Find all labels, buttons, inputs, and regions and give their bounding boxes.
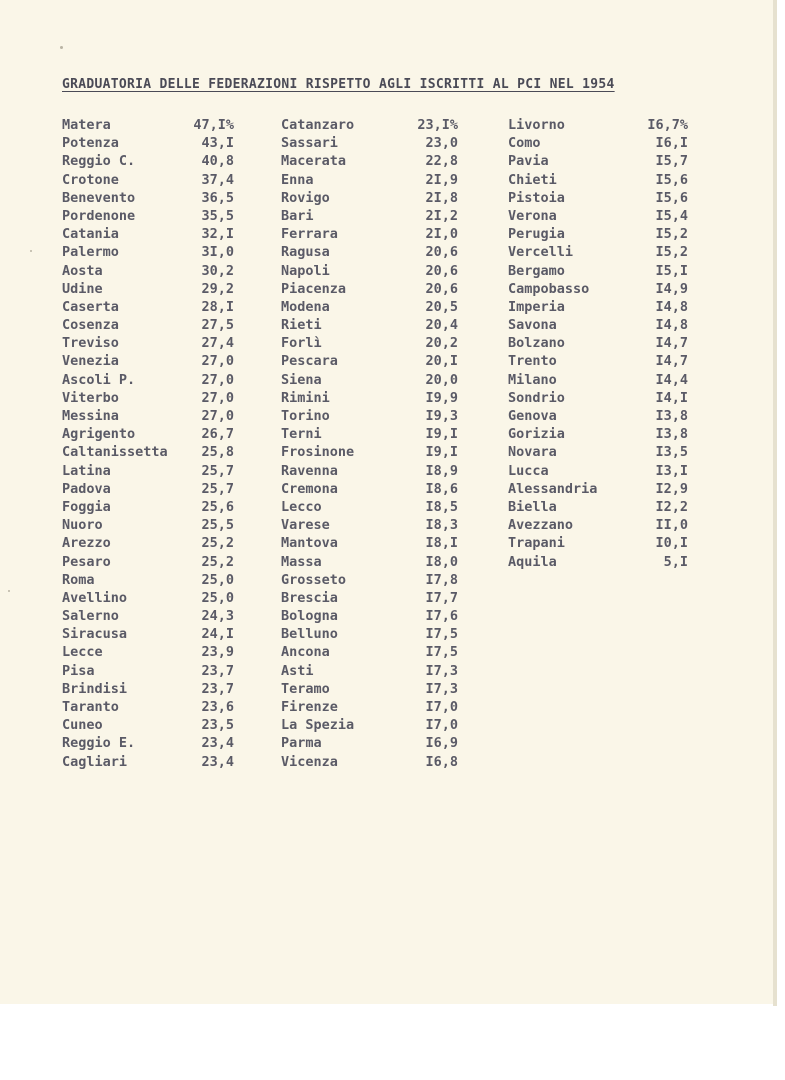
federation-row	[62, 371, 234, 389]
federation-percentage: I7,5	[425, 626, 458, 643]
federation-row	[281, 553, 458, 571]
federation-name: Imperia	[508, 298, 565, 315]
federation-row	[281, 116, 458, 134]
federation-name: Chieti	[508, 171, 557, 188]
federation-row	[281, 389, 458, 407]
federation-row	[508, 298, 688, 316]
federation-row	[281, 625, 458, 643]
federation-percentage: I7,3	[425, 662, 458, 679]
federation-percentage: 30,2	[201, 262, 234, 279]
federation-row	[508, 334, 688, 352]
federation-percentage: I6,7%	[647, 117, 688, 133]
federation-percentage: I7,5	[425, 644, 458, 661]
federation-name: La Spezia	[281, 717, 355, 734]
federation-row	[62, 262, 234, 280]
ranking-column-2	[281, 116, 458, 771]
federation-name: Palermo	[62, 244, 119, 261]
federation-row	[62, 152, 234, 170]
federation-percentage: I4,I	[655, 389, 688, 406]
federation-row	[62, 480, 234, 498]
federation-row	[62, 516, 234, 534]
federation-percentage: I3,5	[655, 444, 688, 461]
federation-name: Avellino	[62, 589, 128, 606]
federation-name: Caltanissetta	[62, 444, 168, 461]
federation-row	[281, 189, 458, 207]
federation-name: Rimini	[281, 389, 330, 406]
federation-percentage: I9,3	[425, 408, 458, 424]
federation-row	[281, 425, 458, 443]
federation-row	[508, 171, 688, 189]
federation-row	[62, 316, 234, 334]
federation-percentage: 20,0	[425, 371, 458, 388]
federation-percentage: 23,7	[201, 662, 234, 679]
document-title: GRADUATORIA DELLE FEDERAZIONI RISPETTO AGLI ISCRITTI AL PCI NEL 1954	[62, 77, 615, 92]
federation-row	[281, 407, 458, 425]
federation-row	[62, 753, 234, 771]
federation-percentage: 26,7	[201, 426, 234, 443]
federation-row	[508, 534, 688, 552]
federation-percentage: I7,0	[425, 717, 458, 734]
federation-name: Brescia	[281, 589, 338, 606]
federation-name: Modena	[281, 298, 330, 315]
federation-percentage: I4,7	[655, 335, 688, 352]
federation-row	[508, 116, 688, 134]
federation-row	[62, 389, 234, 407]
federation-percentage: 23,5	[201, 717, 234, 734]
federation-name: Sondrio	[508, 389, 565, 406]
ranking-column-1	[62, 116, 234, 771]
federation-name: Napoli	[281, 262, 330, 279]
federation-name: Pesaro	[62, 553, 111, 570]
federation-row	[281, 352, 458, 370]
federation-name: Venezia	[62, 353, 119, 370]
federation-percentage: I0,I	[655, 535, 688, 552]
federation-percentage: 23,7	[201, 680, 234, 697]
federation-name: Reggio C.	[62, 153, 136, 170]
federation-name: Bergamo	[508, 262, 565, 279]
federation-name: Savona	[508, 317, 557, 334]
ranking-column-3	[508, 116, 688, 571]
federation-row	[281, 316, 458, 334]
federation-row	[508, 462, 688, 480]
federation-row	[508, 134, 688, 152]
federation-name: Vercelli	[508, 244, 574, 261]
federation-name: Milano	[508, 371, 557, 388]
federation-row	[281, 589, 458, 607]
federation-row	[281, 643, 458, 661]
federation-name: Ascoli P.	[62, 371, 136, 388]
federation-percentage: I4,4	[655, 371, 688, 388]
federation-row	[508, 352, 688, 370]
federation-row	[508, 371, 688, 389]
federation-row	[281, 134, 458, 152]
federation-row	[508, 425, 688, 443]
federation-row	[62, 171, 234, 189]
federation-percentage: 27,5	[201, 317, 234, 334]
federation-percentage: 20,5	[425, 298, 458, 315]
federation-name: Livorno	[508, 117, 565, 133]
federation-name: Nuoro	[62, 517, 103, 534]
federation-row	[281, 225, 458, 243]
federation-percentage: I7,0	[425, 699, 458, 715]
federation-row	[508, 280, 688, 298]
federation-percentage: 22,8	[425, 153, 458, 170]
federation-percentage: I5,2	[655, 244, 688, 261]
federation-row	[62, 662, 234, 680]
federation-name: Cagliari	[62, 753, 128, 770]
federation-name: Siena	[281, 371, 322, 388]
federation-row	[281, 498, 458, 516]
federation-row	[62, 334, 234, 352]
federation-percentage: I7,6	[425, 608, 458, 625]
federation-percentage: 24,3	[201, 608, 234, 625]
federation-percentage: I5,6	[655, 189, 688, 206]
federation-percentage: I5,4	[655, 207, 688, 224]
federation-percentage: 20,2	[425, 335, 458, 352]
federation-percentage: 23,4	[201, 753, 234, 770]
federation-row	[281, 462, 458, 480]
federation-row	[62, 298, 234, 316]
federation-name: Bolzano	[508, 335, 565, 352]
federation-row	[62, 189, 234, 207]
federation-percentage: 47,I%	[193, 117, 234, 133]
federation-name: Avezzano	[508, 517, 574, 534]
federation-percentage: 27,0	[201, 389, 234, 406]
federation-percentage: 25,2	[201, 553, 234, 570]
federation-name: Parma	[281, 735, 322, 752]
federation-percentage: 20,4	[425, 317, 458, 334]
federation-percentage: 2I,8	[425, 189, 458, 206]
federation-row	[62, 352, 234, 370]
federation-percentage: I3,8	[655, 408, 688, 424]
federation-name: Ancona	[281, 644, 330, 661]
federation-percentage: 40,8	[201, 153, 234, 170]
federation-name: Como	[508, 135, 541, 152]
federation-name: Ragusa	[281, 244, 330, 261]
federation-name: Varese	[281, 517, 330, 534]
federation-name: Verona	[508, 207, 557, 224]
federation-row	[281, 171, 458, 189]
paper-speck	[8, 590, 10, 592]
federation-name: Novara	[508, 444, 557, 461]
federation-name: Terni	[281, 426, 322, 443]
federation-name: Pistoia	[508, 189, 565, 206]
federation-row	[508, 316, 688, 334]
federation-row	[62, 425, 234, 443]
federation-percentage: 37,4	[201, 171, 234, 188]
federation-row	[508, 407, 688, 425]
federation-row	[508, 243, 688, 261]
federation-row	[281, 607, 458, 625]
federation-row	[62, 698, 234, 716]
federation-percentage: I6,9	[425, 735, 458, 752]
federation-name: Latina	[62, 462, 111, 479]
federation-name: Alessandria	[508, 480, 598, 497]
federation-percentage: 25,8	[201, 444, 234, 461]
federation-row	[281, 443, 458, 461]
federation-percentage: I4,9	[655, 280, 688, 297]
federation-percentage: I6,8	[425, 753, 458, 770]
federation-name: Ferrara	[281, 226, 338, 243]
federation-name: Taranto	[62, 699, 119, 715]
federation-name: Aquila	[508, 553, 557, 570]
federation-name: Forlì	[281, 335, 322, 352]
federation-name: Benevento	[62, 189, 136, 206]
federation-row	[62, 716, 234, 734]
federation-percentage: 25,0	[201, 589, 234, 606]
paper-speck	[60, 46, 63, 49]
federation-percentage: 43,I	[201, 135, 234, 152]
federation-percentage: I6,I	[655, 135, 688, 152]
federation-percentage: I5,7	[655, 153, 688, 170]
paper-speck	[30, 250, 32, 252]
federation-name: Arezzo	[62, 535, 111, 552]
federation-row	[508, 443, 688, 461]
federation-row	[62, 280, 234, 298]
federation-row	[281, 516, 458, 534]
federation-name: Massa	[281, 553, 322, 570]
paper-edge	[773, 0, 777, 1006]
federation-row	[62, 607, 234, 625]
federation-row	[508, 262, 688, 280]
federation-name: Messina	[62, 408, 119, 424]
federation-name: Siracusa	[62, 626, 128, 643]
federation-row	[281, 716, 458, 734]
federation-row	[62, 553, 234, 571]
federation-percentage: I5,I	[655, 262, 688, 279]
federation-name: Pavia	[508, 153, 549, 170]
federation-name: Reggio E.	[62, 735, 136, 752]
federation-percentage: 2I,0	[425, 226, 458, 243]
federation-percentage: I8,3	[425, 517, 458, 534]
federation-name: Vicenza	[281, 753, 338, 770]
federation-name: Torino	[281, 408, 330, 424]
federation-percentage: 23,I%	[417, 117, 458, 133]
federation-row	[281, 371, 458, 389]
federation-name: Frosinone	[281, 444, 355, 461]
federation-percentage: 27,0	[201, 408, 234, 424]
federation-percentage: I4,8	[655, 298, 688, 315]
federation-name: Mantova	[281, 535, 338, 552]
federation-name: Lucca	[508, 462, 549, 479]
federation-percentage: II,0	[655, 517, 688, 534]
federation-row	[62, 134, 234, 152]
federation-name: Genova	[508, 408, 557, 424]
federation-percentage: 3I,0	[201, 244, 234, 261]
federation-percentage: I3,8	[655, 426, 688, 443]
federation-name: Sassari	[281, 135, 338, 152]
federation-row	[508, 553, 688, 571]
federation-row	[62, 207, 234, 225]
federation-row	[281, 298, 458, 316]
federation-name: Roma	[62, 571, 95, 588]
federation-row	[62, 462, 234, 480]
federation-row	[62, 680, 234, 698]
federation-name: Pescara	[281, 353, 338, 370]
federation-name: Lecco	[281, 498, 322, 515]
federation-name: Cuneo	[62, 717, 103, 734]
federation-name: Bologna	[281, 608, 338, 625]
federation-percentage: I7,3	[425, 680, 458, 697]
federation-percentage: I9,I	[425, 426, 458, 443]
federation-percentage: 35,5	[201, 207, 234, 224]
federation-row	[508, 207, 688, 225]
federation-percentage: 27,0	[201, 353, 234, 370]
federation-name: Padova	[62, 480, 111, 497]
federation-name: Lecce	[62, 644, 103, 661]
federation-name: Catania	[62, 226, 119, 243]
federation-name: Firenze	[281, 699, 338, 715]
federation-name: Treviso	[62, 335, 119, 352]
federation-row	[508, 389, 688, 407]
federation-name: Asti	[281, 662, 314, 679]
federation-percentage: 23,0	[425, 135, 458, 152]
federation-percentage: 20,6	[425, 244, 458, 261]
federation-percentage: I8,I	[425, 535, 458, 552]
federation-percentage: I9,9	[425, 389, 458, 406]
federation-row	[281, 152, 458, 170]
federation-name: Udine	[62, 280, 103, 297]
federation-percentage: 20,6	[425, 262, 458, 279]
federation-row	[508, 189, 688, 207]
federation-percentage: 24,I	[201, 626, 234, 643]
federation-row	[508, 480, 688, 498]
federation-row	[62, 643, 234, 661]
federation-row	[281, 534, 458, 552]
federation-row	[508, 516, 688, 534]
federation-percentage: I2,9	[655, 480, 688, 497]
federation-row	[62, 571, 234, 589]
federation-percentage: I8,5	[425, 498, 458, 515]
federation-row	[62, 625, 234, 643]
federation-percentage: I9,I	[425, 444, 458, 461]
federation-name: Cosenza	[62, 317, 119, 334]
federation-name: Potenza	[62, 135, 119, 152]
federation-name: Enna	[281, 171, 314, 188]
federation-row	[281, 280, 458, 298]
federation-percentage: 27,0	[201, 371, 234, 388]
federation-percentage: I7,7	[425, 589, 458, 606]
federation-name: Pordenone	[62, 207, 136, 224]
federation-percentage: 23,4	[201, 735, 234, 752]
federation-percentage: 20,6	[425, 280, 458, 297]
federation-name: Brindisi	[62, 680, 128, 697]
federation-percentage: I5,2	[655, 226, 688, 243]
federation-percentage: 27,4	[201, 335, 234, 352]
federation-percentage: 32,I	[201, 226, 234, 243]
federation-row	[62, 589, 234, 607]
federation-percentage: I8,9	[425, 462, 458, 479]
federation-name: Grosseto	[281, 571, 347, 588]
federation-name: Trento	[508, 353, 557, 370]
federation-name: Pisa	[62, 662, 95, 679]
federation-name: Agrigento	[62, 426, 136, 443]
federation-row	[281, 680, 458, 698]
federation-name: Belluno	[281, 626, 338, 643]
federation-name: Matera	[62, 117, 111, 133]
federation-row	[281, 243, 458, 261]
federation-percentage: 25,7	[201, 462, 234, 479]
federation-name: Gorizia	[508, 426, 565, 443]
federation-percentage: I4,7	[655, 353, 688, 370]
federation-percentage: 23,6	[201, 699, 234, 715]
federation-name: Macerata	[281, 153, 347, 170]
federation-name: Catanzaro	[281, 117, 355, 133]
federation-row	[62, 116, 234, 134]
federation-percentage: 23,9	[201, 644, 234, 661]
federation-row	[281, 262, 458, 280]
federation-row	[281, 571, 458, 589]
federation-row	[281, 207, 458, 225]
federation-name: Bari	[281, 207, 314, 224]
federation-name: Viterbo	[62, 389, 119, 406]
federation-name: Foggia	[62, 498, 111, 515]
federation-name: Rieti	[281, 317, 322, 334]
federation-percentage: I4,8	[655, 317, 688, 334]
federation-name: Biella	[508, 498, 557, 515]
federation-percentage: I8,0	[425, 553, 458, 570]
federation-percentage: 25,7	[201, 480, 234, 497]
federation-percentage: 25,2	[201, 535, 234, 552]
federation-row	[281, 662, 458, 680]
federation-name: Ravenna	[281, 462, 338, 479]
federation-name: Rovigo	[281, 189, 330, 206]
federation-name: Salerno	[62, 608, 119, 625]
federation-name: Caserta	[62, 298, 119, 315]
federation-percentage: 36,5	[201, 189, 234, 206]
federation-row	[281, 480, 458, 498]
federation-percentage: 28,I	[201, 298, 234, 315]
federation-percentage: I2,2	[655, 498, 688, 515]
federation-percentage: 25,6	[201, 498, 234, 515]
federation-row	[508, 498, 688, 516]
federation-row	[508, 225, 688, 243]
federation-row	[508, 152, 688, 170]
federation-percentage: 25,0	[201, 571, 234, 588]
federation-row	[281, 753, 458, 771]
federation-name: Piacenza	[281, 280, 347, 297]
federation-row	[62, 498, 234, 516]
federation-name: Aosta	[62, 262, 103, 279]
federation-percentage: 29,2	[201, 280, 234, 297]
federation-row	[281, 734, 458, 752]
federation-name: Trapani	[508, 535, 565, 552]
federation-row	[281, 334, 458, 352]
federation-row	[62, 243, 234, 261]
federation-row	[281, 698, 458, 716]
federation-name: Campobasso	[508, 280, 590, 297]
federation-name: Crotone	[62, 171, 119, 188]
federation-percentage: I5,6	[655, 171, 688, 188]
federation-percentage: 20,I	[425, 353, 458, 370]
federation-percentage: 2I,9	[425, 171, 458, 188]
federation-row	[62, 225, 234, 243]
federation-row	[62, 443, 234, 461]
federation-percentage: I7,8	[425, 571, 458, 588]
federation-percentage: I3,I	[655, 462, 688, 479]
federation-percentage: I8,6	[425, 480, 458, 497]
federation-row	[62, 534, 234, 552]
federation-name: Perugia	[508, 226, 565, 243]
federation-name: Teramo	[281, 680, 330, 697]
federation-row	[62, 407, 234, 425]
federation-percentage: 5,I	[663, 553, 688, 570]
federation-name: Cremona	[281, 480, 338, 497]
federation-percentage: 25,5	[201, 517, 234, 534]
federation-row	[62, 734, 234, 752]
federation-percentage: 2I,2	[425, 207, 458, 224]
